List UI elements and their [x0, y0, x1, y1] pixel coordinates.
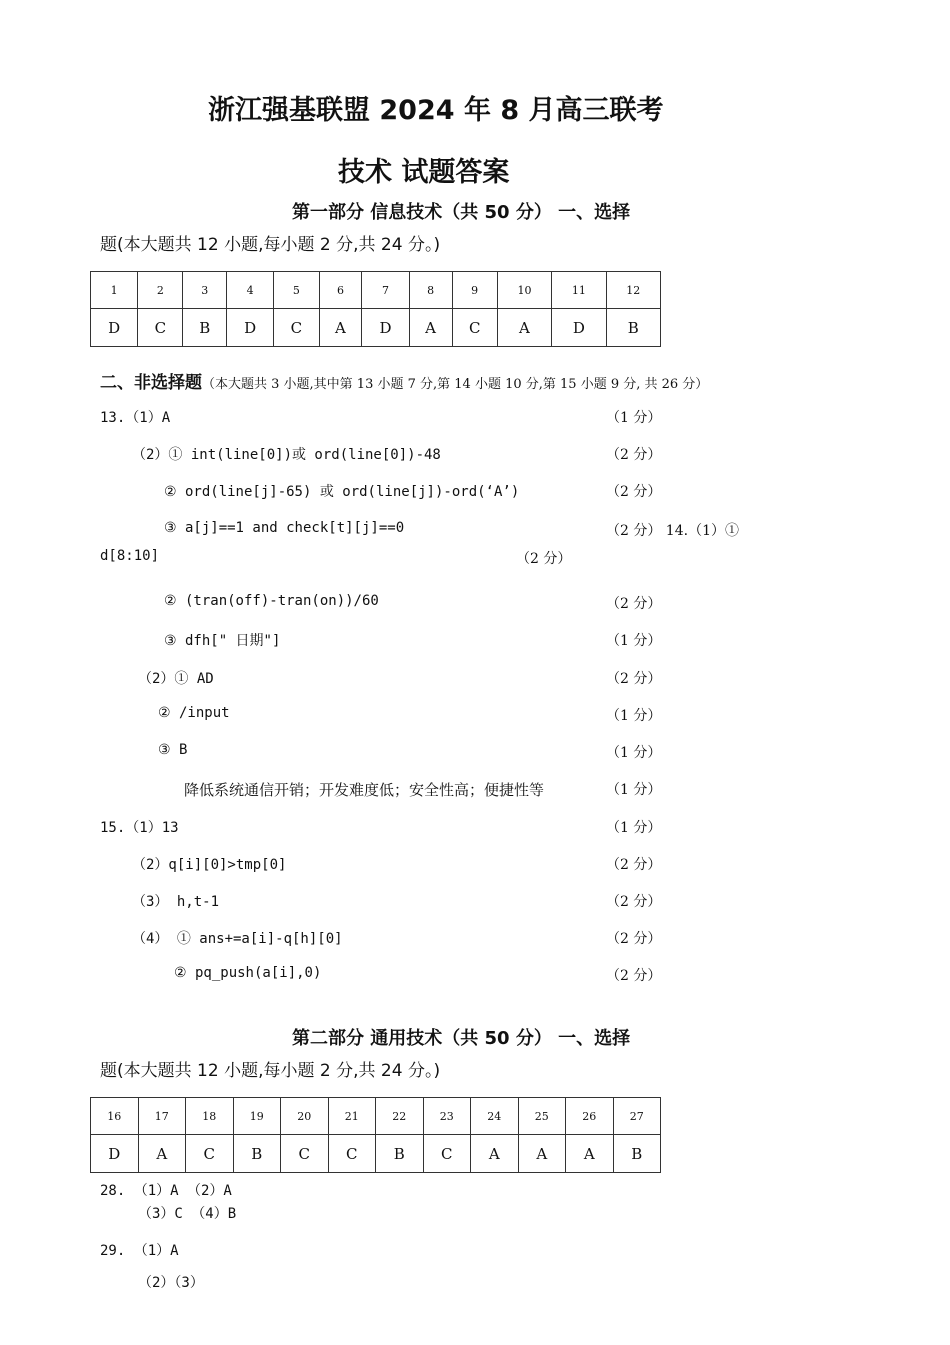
q-answer: B [233, 1135, 281, 1173]
q-answer: C [186, 1135, 234, 1173]
q-number: 16 [91, 1098, 139, 1135]
q-answer: D [552, 309, 606, 347]
answer-line: ③ a[j]==1 and check[t][j]==0 [164, 520, 405, 536]
q-answer: C [274, 309, 319, 347]
q-number: 27 [613, 1098, 661, 1135]
q-answer: A [471, 1135, 519, 1173]
q-answer: A [497, 309, 551, 347]
q-number: 21 [328, 1098, 376, 1135]
q-answer: C [328, 1135, 376, 1173]
nonchoice-heading [100, 368, 708, 393]
points: （1 分） [606, 782, 662, 798]
q-number: 7 [362, 272, 409, 309]
points: （2 分） 14.（1）① [606, 523, 739, 539]
q-answer: A [319, 309, 362, 347]
part1-answer-table [90, 271, 661, 347]
answer-row [91, 309, 661, 347]
points: （1 分） [606, 745, 662, 761]
q-number: 10 [497, 272, 551, 309]
q-number: 9 [452, 272, 497, 309]
part2-subheading: 题(本大题共 12 小题,每小题 2 分,共 24 分。) [100, 1061, 441, 1081]
points: （2 分） [606, 484, 662, 500]
points: （1 分） [606, 633, 662, 649]
q-number: 26 [566, 1098, 614, 1135]
points: （2 分） [606, 931, 662, 947]
q-number: 4 [227, 272, 274, 309]
part2-answer-table [90, 1097, 661, 1173]
answer-line: d[8:10] [100, 548, 160, 564]
answer-line: ② pq_push(a[i],0) [174, 965, 322, 981]
q-answer: B [613, 1135, 661, 1173]
points: （2 分） [606, 857, 662, 873]
q-answer: B [183, 309, 227, 347]
q28-line1: 28. （1）A （2）A [100, 1183, 232, 1199]
q-number: 3 [183, 272, 227, 309]
page-subtitle: 技术 试题答案 [338, 157, 510, 188]
q-answer: C [138, 309, 183, 347]
q-number: 24 [471, 1098, 519, 1135]
q-number: 25 [518, 1098, 566, 1135]
q-answer: C [423, 1135, 471, 1173]
q-number: 17 [138, 1098, 186, 1135]
part2-heading: 第二部分 通用技术（共 50 分） 一、选择 [292, 1028, 631, 1049]
q-answer: D [362, 309, 409, 347]
answer-line: 15.（1）13 [100, 820, 179, 836]
q-number: 19 [233, 1098, 281, 1135]
q-number: 8 [409, 272, 452, 309]
q-number: 5 [274, 272, 319, 309]
points: （2 分） [606, 447, 662, 463]
q-answer: A [566, 1135, 614, 1173]
points: （1 分） [606, 708, 662, 724]
answer-line: ③ dfh[" 日期"] [164, 633, 281, 649]
page-title: 浙江强基联盟 2024 年 8 月高三联考 [208, 95, 664, 126]
q-number: 1 [91, 272, 138, 309]
points: （2 分） [516, 551, 572, 567]
answer-line: （2）q[i][0]>tmp[0] [132, 857, 287, 873]
points: （1 分） [606, 820, 662, 836]
q-number: 20 [281, 1098, 329, 1135]
question-number-row [91, 272, 661, 309]
answer-line: 13.（1）A [100, 410, 171, 426]
points: （1 分） [606, 410, 662, 426]
answer-line: ② ord(line[j]-65) 或 ord(line[j])-ord(‘A’) [164, 484, 520, 500]
q-answer: A [409, 309, 452, 347]
answer-line: （2）① AD [138, 671, 214, 687]
q-answer: B [606, 309, 660, 347]
answer-line: （4） ① ans+=a[i]-q[h][0] [132, 931, 343, 947]
q-answer: D [91, 1135, 139, 1173]
nonchoice-label: 二、非选择题 [100, 373, 202, 393]
answer-line: （2）① int(line[0])或 ord(line[0])-48 [132, 447, 441, 463]
q-answer: C [452, 309, 497, 347]
q28-line2: （3）C （4）B [138, 1206, 237, 1222]
q-answer: B [376, 1135, 424, 1173]
answer-line: ② /input [158, 705, 230, 721]
q-answer: A [138, 1135, 186, 1173]
q-answer: D [227, 309, 274, 347]
q29-line1: 29. （1）A [100, 1243, 179, 1259]
q29-line2: （2）（3） [138, 1275, 204, 1291]
answer-row [91, 1135, 661, 1173]
answer-line: ② (tran(off)-tran(on))/60 [164, 593, 379, 609]
q-number: 18 [186, 1098, 234, 1135]
q-number: 22 [376, 1098, 424, 1135]
q-number: 23 [423, 1098, 471, 1135]
question-number-row [91, 1098, 661, 1135]
q-number: 12 [606, 272, 660, 309]
q-answer: D [91, 309, 138, 347]
q-answer: A [518, 1135, 566, 1173]
q-number: 6 [319, 272, 362, 309]
points: （2 分） [606, 671, 662, 687]
points: （2 分） [606, 968, 662, 984]
answer-line: 降低系统通信开销；开发难度低；安全性高；便捷性等 [184, 781, 545, 799]
points: （2 分） [606, 894, 662, 910]
answer-line: ③ B [158, 742, 188, 758]
nonchoice-note: （本大题共 3 小题,其中第 13 小题 7 分,第 14 小题 10 分,第 15 小题 9 分, 共 26 分） [202, 377, 709, 392]
q-number: 11 [552, 272, 606, 309]
part1-subheading: 题(本大题共 12 小题,每小题 2 分,共 24 分。) [100, 235, 441, 255]
part1-heading: 第一部分 信息技术（共 50 分） 一、选择 [292, 202, 631, 223]
q-number: 2 [138, 272, 183, 309]
points: （2 分） [606, 596, 662, 612]
answer-line: （3） h,t-1 [132, 894, 220, 910]
q-answer: C [281, 1135, 329, 1173]
